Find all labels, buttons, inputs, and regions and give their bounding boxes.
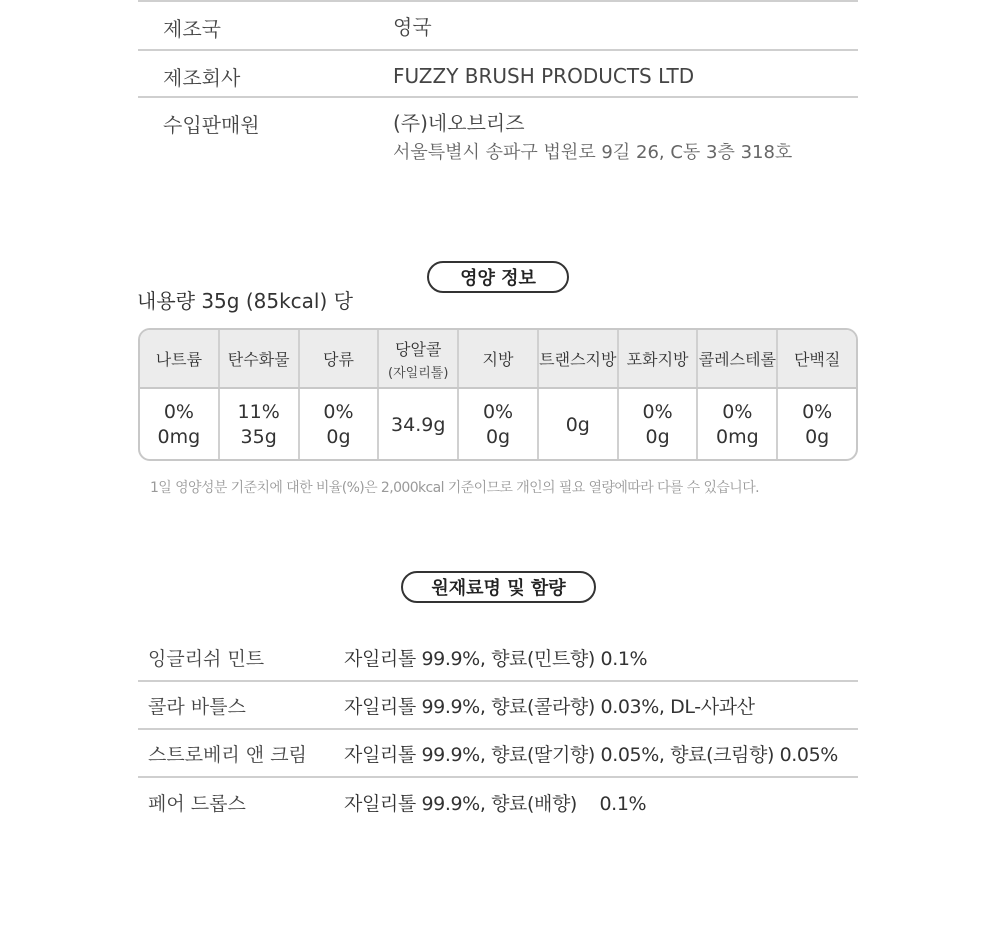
flavor-name: 잉글리쉬 민트 <box>148 647 265 670</box>
nutrient-amount: 0g <box>805 426 830 448</box>
flavor-name: 페어 드롭스 <box>148 792 246 815</box>
nutrient-name: 당알콜 <box>395 339 442 359</box>
info-row-manufacturer <box>138 49 858 96</box>
ingredient-composition: 자일리톨 99.9%, 향료(콜라향) 0.03%, DL-사과산 <box>344 695 755 718</box>
nutrition-value-cell <box>140 389 218 461</box>
nutrition-footnote: 1일 영양성분 기준치에 대한 비율(%)은 2,000kcal 기준이므로 개인의 필요 열량에따라 다를 수 있습니다. <box>150 480 760 496</box>
nutrition-header-cell <box>696 330 776 387</box>
nutrition-value-cell <box>696 389 776 461</box>
info-row-country <box>138 0 858 49</box>
ingredient-composition: 자일리톨 99.9%, 향료(배향) 0.1% <box>344 792 647 815</box>
nutrient-name: 당류 <box>322 350 354 369</box>
nutrition-header-row <box>140 330 856 389</box>
nutrition-value-cell <box>377 389 457 461</box>
ingredient-row <box>138 682 858 730</box>
ingredient-row <box>138 778 858 826</box>
nutrition-table <box>138 328 858 461</box>
nutrition-value-cell <box>537 389 617 461</box>
nutrient-percent: 0% <box>802 401 833 423</box>
info-row-importer <box>138 96 858 186</box>
nutrient-name: 트랜스지방 <box>539 350 617 369</box>
ingredients-title-pill: 원재료명 및 함량 <box>401 571 596 603</box>
nutrient-name: 지방 <box>482 350 514 369</box>
nutrition-header-cell <box>537 330 617 387</box>
info-value: 영국 <box>393 15 432 39</box>
nutrition-value-cell <box>776 389 856 461</box>
nutrient-name: 나트륨 <box>155 350 203 369</box>
nutrient-percent: 11% <box>237 401 280 423</box>
flavor-name: 스트로베리 앤 크림 <box>148 743 307 766</box>
nutrient-name: 포화지방 <box>626 350 689 369</box>
nutrient-name: 콜레스테롤 <box>698 350 776 369</box>
nutrition-value-cell <box>218 389 298 461</box>
nutrient-amount: 0g <box>645 426 670 448</box>
nutrient-percent: 0% <box>482 401 514 423</box>
nutrient-percent: 0% <box>323 401 354 423</box>
nutrient-amount: 0g <box>565 413 590 436</box>
nutrient-name: 단백질 <box>793 350 841 369</box>
info-label: 제조회사 <box>163 66 241 90</box>
nutrient-amount: 0g <box>326 426 351 448</box>
ingredient-composition: 자일리톨 99.9%, 향료(민트향) 0.1% <box>344 647 648 670</box>
nutrient-subname: (자일리톨) <box>388 365 449 381</box>
nutrition-header-cell <box>218 330 298 387</box>
importer-name: (주)네오브리즈 <box>393 111 525 135</box>
info-value: FUZZY BRUSH PRODUCTS LTD <box>393 64 695 88</box>
importer-address: 서울특별시 송파구 법원로 9길 26, C동 3층 318호 <box>393 142 793 163</box>
nutrition-value-row <box>140 389 856 461</box>
ingredient-row <box>138 730 858 778</box>
nutrition-value-cell <box>298 389 378 461</box>
nutrient-amount: 35g <box>240 426 277 448</box>
nutrition-title-pill: 영양 정보 <box>427 261 569 293</box>
nutrient-amount: 0g <box>485 426 511 448</box>
manufacturer-info-table <box>138 0 858 186</box>
nutrition-value-cell <box>457 389 537 461</box>
flavor-name: 콜라 바틀스 <box>148 695 246 718</box>
ingredient-row <box>138 634 858 682</box>
nutrient-amount: 0mg <box>716 426 759 448</box>
ingredient-composition: 자일리톨 99.9%, 향료(딸기향) 0.05%, 향료(크림향) 0.05% <box>344 743 838 766</box>
nutrition-header-cell <box>776 330 856 387</box>
nutrient-amount: 0mg <box>157 426 201 448</box>
nutrition-header-cell <box>377 330 457 387</box>
nutrient-amount: 34.9g <box>391 413 446 436</box>
nutrient-name: 탄수화물 <box>227 350 290 369</box>
nutrient-percent: 0% <box>163 401 194 423</box>
nutrient-percent: 0% <box>722 401 753 423</box>
nutrition-header-cell <box>457 330 537 387</box>
nutrition-value-cell <box>617 389 697 461</box>
nutrient-percent: 0% <box>642 401 673 423</box>
serving-size: 내용량 35g (85kcal) 당 <box>137 289 353 313</box>
info-value-group <box>393 109 792 186</box>
nutrition-header-cell <box>617 330 697 387</box>
info-label: 제조국 <box>163 17 221 41</box>
nutrition-header-cell <box>298 330 378 387</box>
ingredients-table <box>138 634 858 826</box>
info-label: 수입판매원 <box>163 113 260 137</box>
nutrition-header-cell <box>140 330 218 387</box>
